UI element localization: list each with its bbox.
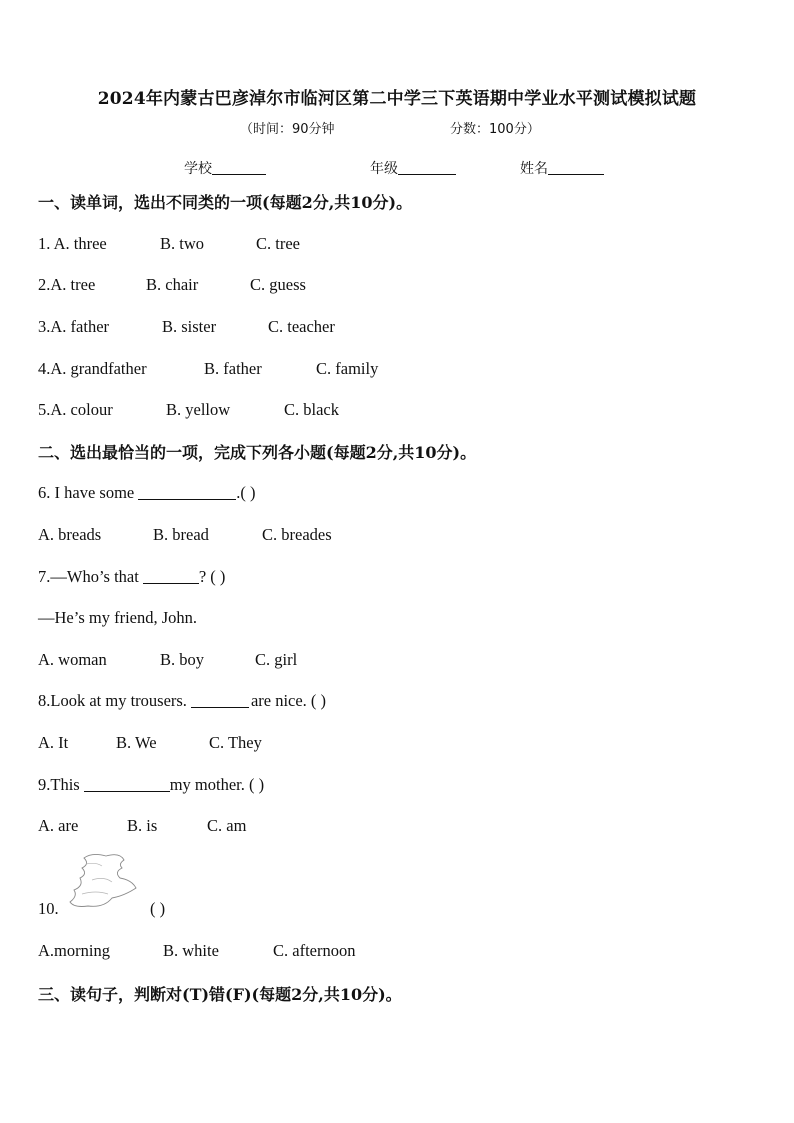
question-6 [38,483,255,503]
q7-option-a[interactable]: A. woman [38,650,107,669]
section-3-heading: 三、读句子，判断对(T)错(F)(每题2分,共10分)。 [38,985,402,1004]
q2-option-a[interactable]: 2.A. tree [38,275,96,294]
q10-number: 10. [38,899,59,918]
question-3 [38,317,109,337]
question-2 [38,275,95,295]
question-1 [38,234,107,254]
q2-option-b[interactable]: B. chair [146,275,199,294]
question-7 [38,567,225,587]
q7-blank[interactable] [143,568,199,584]
q8-stem-end: are nice. ( ) [250,691,327,710]
q7-option-b[interactable]: B. boy [160,650,205,669]
q8-blank[interactable] [191,692,249,708]
q7-stem-start: 7.—Who’s that [38,567,139,586]
school-label: 学校 [184,161,212,177]
q6-stem-end: .( ) [236,483,256,502]
q7-option-c[interactable]: C. girl [255,650,298,669]
question-5 [38,400,113,420]
q9-option-b[interactable]: B. is [127,816,158,835]
q7-stem-end: ? ( ) [198,567,226,586]
q10-option-c[interactable]: C. afternoon [273,941,356,960]
q8-option-b[interactable]: B. We [116,733,157,752]
q9-blank[interactable] [84,776,170,792]
q6-blank[interactable] [138,484,236,500]
school-field[interactable] [184,158,266,178]
grade-field[interactable] [370,158,456,178]
section-1-heading: 一、读单词，选出不同类的一项(每题2分,共10分)。 [38,193,413,212]
name-field[interactable] [520,158,604,178]
white-cloud-picture [62,850,142,914]
page-title: 2024年内蒙古巴彦淖尔市临河区第二中学三下英语期中学业水平测试模拟试题 [97,89,697,109]
q8-stem-start: 8.Look at my trousers. [38,691,187,710]
q10-option-b[interactable]: B. white [163,941,219,960]
time-label: （时间：90分钟 [240,122,335,137]
q1-option-a[interactable]: 1. A. three [38,234,107,253]
q9-stem-start: 9.This [38,775,80,794]
q5-option-c[interactable]: C. black [284,400,339,419]
q9-stem-end: my mother. ( ) [169,775,265,794]
q3-option-c[interactable]: C. teacher [268,317,335,336]
question-4 [38,359,147,379]
name-label: 姓名 [520,161,548,177]
q5-option-a[interactable]: 5.A. colour [38,400,113,419]
question-8 [38,691,326,711]
q4-option-a[interactable]: 4.A. grandfather [38,359,147,378]
grade-label: 年级 [370,161,398,177]
q4-option-b[interactable]: B. father [204,359,262,378]
q6-option-a[interactable]: A. breads [38,525,102,544]
question-10 [38,899,59,919]
q1-option-b[interactable]: B. two [160,234,205,253]
q6-stem-start: 6. I have some [38,483,135,502]
q3-option-b[interactable]: B. sister [162,317,217,336]
q1-option-c[interactable]: C. tree [256,234,300,253]
grade-blank[interactable] [398,160,456,175]
school-blank[interactable] [212,160,266,175]
section-2-heading: 二、选出最恰当的一项，完成下列各小题(每题2分,共10分)。 [38,443,477,462]
question-9 [38,775,264,795]
score-label: 分数：100分） [450,122,540,137]
q8-option-a[interactable]: A. It [38,733,69,752]
q9-option-c[interactable]: C. am [207,816,247,835]
q8-option-c[interactable]: C. They [209,733,262,752]
q10-answer-paren[interactable]: ( ) [150,899,166,918]
q10-option-a[interactable]: A.morning [38,941,110,960]
q3-option-a[interactable]: 3.A. father [38,317,110,336]
q6-option-c[interactable]: C. breades [262,525,332,544]
q6-option-b[interactable]: B. bread [153,525,209,544]
q5-option-b[interactable]: B. yellow [166,400,231,419]
name-blank[interactable] [548,160,604,175]
q7-reply: —He’s my friend, John. [38,608,198,627]
q2-option-c[interactable]: C. guess [250,275,306,294]
q9-option-a[interactable]: A. are [38,816,79,835]
q4-option-c[interactable]: C. family [316,359,379,378]
